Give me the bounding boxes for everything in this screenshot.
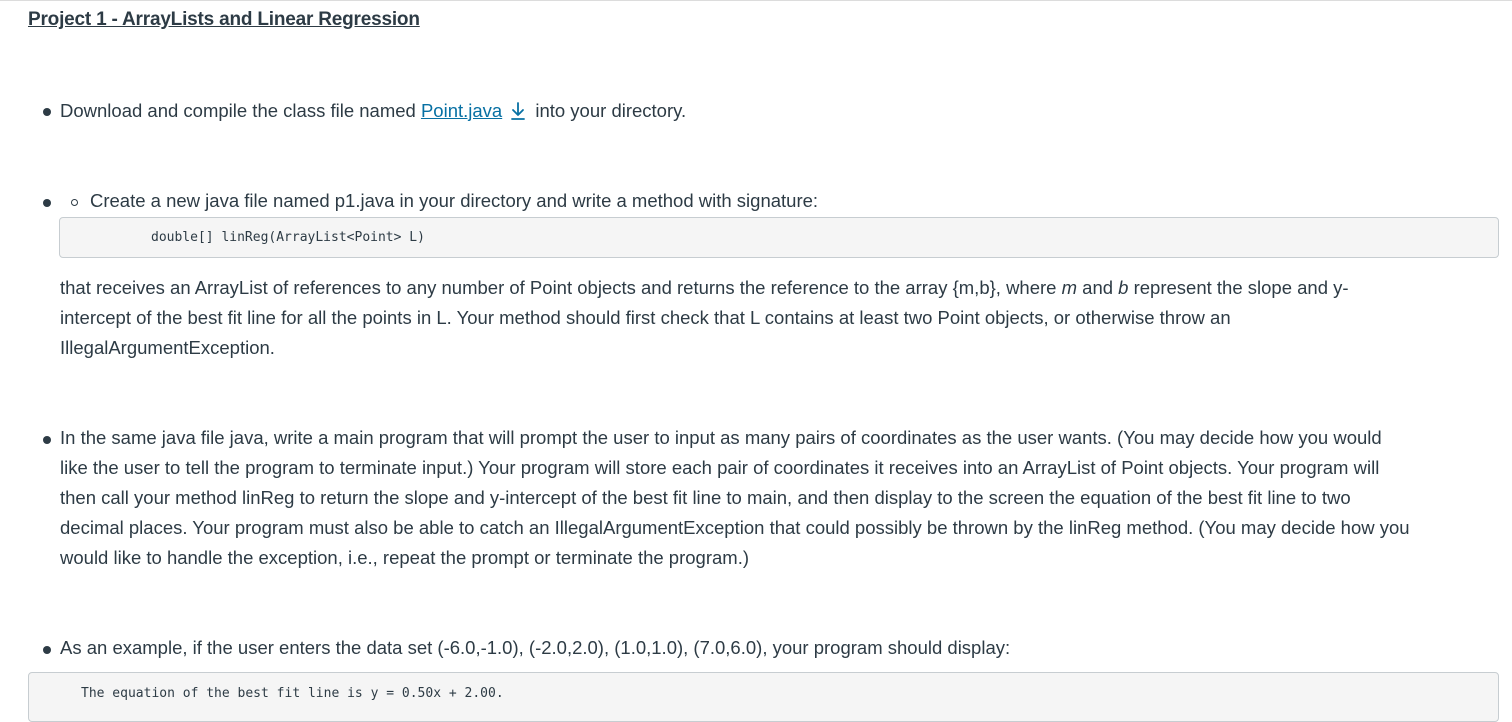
create-file-text: Create a new java file named p1.java in your directory and write a method with signature: xyxy=(90,190,819,211)
method-description-line3: IllegalArgumentException. xyxy=(60,337,275,358)
top-divider xyxy=(0,0,1512,1)
desc-text: and xyxy=(1077,277,1119,298)
var-m: m xyxy=(1061,277,1078,298)
example-text: As an example, if the user enters the data set (-6.0,-1.0), (-2.0,2.0), (1.0,1.0), (7.0,6.0), your program should display: xyxy=(60,637,1011,658)
bullet-dot xyxy=(43,199,51,207)
bullet-dot xyxy=(43,436,51,444)
download-prefix: Download and compile the class file named xyxy=(60,100,421,121)
main-program-line1: In the same java file java, write a main program that will prompt the user to input as many pairs of coordinates as the user wants. (You may decide how you would xyxy=(60,427,1382,448)
main-program-line2: like the user to tell the program to terminate input.) Your program will store each pair of coordinates it receives into an ArrayList of Point objects. Your program will xyxy=(60,457,1380,478)
code-block-output xyxy=(28,672,1499,722)
sub-bullet-circle xyxy=(71,199,78,206)
method-description-line2: intercept of the best fit line for all the points in L. Your method should first check that L contains at least two Point objects, or otherwise throw an xyxy=(60,307,1231,328)
download-icon[interactable] xyxy=(510,99,526,129)
bullet-dot xyxy=(43,646,51,654)
desc-text: that receives an ArrayList of references to any number of Point objects and returns the reference to the array {m,b}, where xyxy=(60,277,1062,298)
main-program-line3: then call your method linReg to return the slope and y-intercept of the best fit line to main, and then display to the screen the equation of the best fit line to two xyxy=(60,487,1351,508)
main-program-line5: would like to handle the exception, i.e., repeat the prompt or terminate the program.) xyxy=(60,547,749,568)
var-b: b xyxy=(1118,277,1129,298)
download-suffix: into your directory. xyxy=(530,100,687,121)
desc-text: represent the slope and y- xyxy=(1128,277,1349,298)
bullet-download xyxy=(60,96,686,129)
example-output-code: The equation of the best fit line is y = 0.50x + 2.00. xyxy=(81,686,504,701)
code-block-signature xyxy=(59,217,1499,258)
point-java-link[interactable]: Point.java xyxy=(420,100,503,121)
page-title: Project 1 - ArrayLists and Linear Regression xyxy=(28,9,420,30)
bullet-dot xyxy=(43,108,51,116)
method-description-line1 xyxy=(60,273,1349,303)
method-signature-code: double[] linReg(ArrayList<Point> L) xyxy=(151,230,425,245)
main-program-line4: decimal places. Your program must also be able to catch an IllegalArgumentException that could possibly be thrown by the linReg method. (You may decide how you xyxy=(60,517,1410,538)
